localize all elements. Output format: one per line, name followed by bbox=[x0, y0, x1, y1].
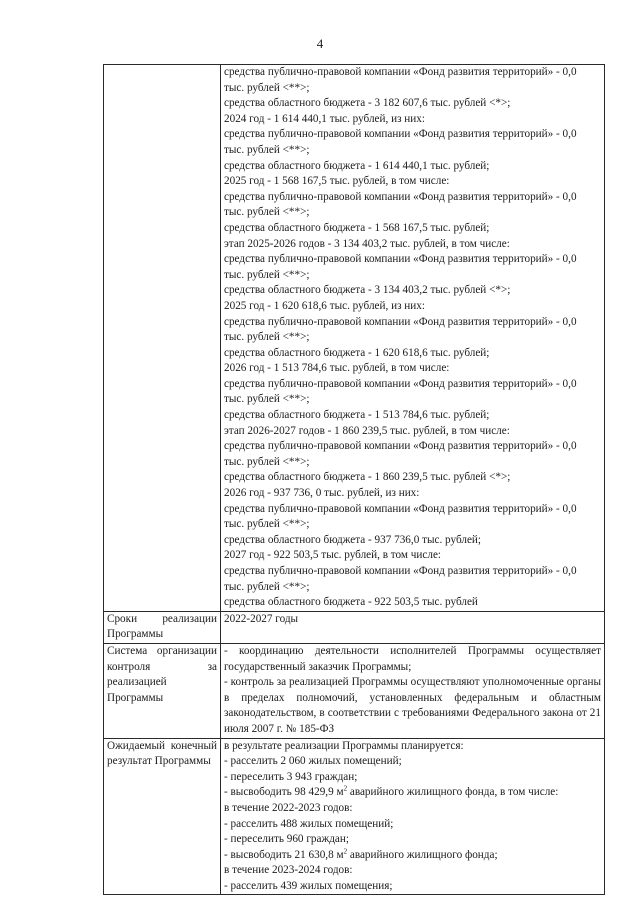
funding-line: средства областного бюджета - 1 568 167,5 тыс. рублей; bbox=[224, 221, 490, 234]
funding-line: средства областного бюджета - 1 620 618,6 тыс. рублей; bbox=[224, 346, 490, 359]
result-relocate-p1: - переселить 960 граждан; bbox=[224, 833, 349, 846]
result-free-total: - высвободить 98 429,9 $м^2$ аварийного жилищного фонда, в том числе: bbox=[224, 784, 559, 799]
page-number: 4 bbox=[316, 36, 324, 51]
funding-line: тыс. рублей <**>; bbox=[224, 518, 310, 531]
control-label: Система организации контроля за реализацией Программы bbox=[107, 644, 217, 704]
funding-line: средства публично-правовой компании «Фонд развития территорий» - 0,0 bbox=[224, 253, 577, 266]
result-resettle-p1: - расселить 488 жилых помещений; bbox=[224, 817, 394, 830]
program-passport-table bbox=[103, 64, 605, 895]
control-item-coordination: - координацию деятельности исполнителей Программы осуществляет государственный заказчик Программы; bbox=[224, 644, 601, 673]
funding-line: средства областного бюджета - 922 503,5 тыс. рублей bbox=[224, 596, 478, 609]
funding-line: 2025 год - 1 620 618,6 тыс. рублей, из них: bbox=[224, 299, 425, 312]
funding-line: средства публично-правовой компании «Фонд развития территорий» - 0,0 bbox=[224, 315, 577, 328]
funding-line: средства областного бюджета - 937 736,0 тыс. рублей; bbox=[224, 533, 482, 546]
funding-line: средства областного бюджета - 1 614 440,1 тыс. рублей; bbox=[224, 159, 490, 172]
funding-line: средства областного бюджета - 3 182 607,6 тыс. рублей <*>; bbox=[224, 97, 511, 110]
deadline-row bbox=[104, 611, 605, 643]
result-period-2023-2024: в течение 2023-2024 годов: bbox=[224, 864, 353, 877]
funding-line: средства публично-правовой компании «Фонд развития территорий» - 0,0 bbox=[224, 66, 577, 78]
funding-line: 2026 год - 937 736, 0 тыс. рублей, из них: bbox=[224, 487, 420, 500]
funding-line: средства публично-правовой компании «Фонд развития территорий» - 0,0 bbox=[224, 502, 577, 515]
funding-content-cell bbox=[221, 65, 605, 612]
result-resettle-p2: - расселить 439 жилых помещения; bbox=[224, 879, 393, 892]
funding-label-cell bbox=[104, 65, 221, 612]
funding-line: тыс. рублей <**>; bbox=[224, 331, 310, 344]
control-item-monitoring: - контроль за реализацией Программы осуществляют уполномоченные органы в пределах полномочий, установленных федеральным и областным законодательством, в соответствии с требованиями Федерального закона от 21 июля 2007 г. № 185-ФЗ bbox=[224, 676, 601, 735]
result-intro: в результате реализации Программы планируется: bbox=[224, 739, 464, 752]
funding-line: средства публично-правовой компании «Фонд развития территорий» - 0,0 bbox=[224, 377, 577, 390]
funding-line: средства публично-правовой компании «Фонд развития территорий» - 0,0 bbox=[224, 440, 577, 453]
funding-line: 2026 год - 1 513 784,6 тыс. рублей, в том числе: bbox=[224, 362, 450, 375]
result-relocate-total: - переселить 3 943 граждан; bbox=[224, 770, 358, 783]
funding-line: 2024 год - 1 614 440,1 тыс. рублей, из них: bbox=[224, 112, 425, 125]
funding-line: тыс. рублей <**>; bbox=[224, 81, 310, 94]
control-label-cell bbox=[104, 643, 221, 738]
funding-line: тыс. рублей <**>; bbox=[224, 143, 310, 156]
control-content-cell bbox=[221, 643, 605, 738]
control-row bbox=[104, 643, 605, 738]
deadline-value-cell bbox=[221, 611, 605, 643]
funding-line: тыс. рублей <**>; bbox=[224, 393, 310, 406]
result-period-2022-2023: в течение 2022-2023 годов: bbox=[224, 801, 353, 814]
funding-line: тыс. рублей <**>; bbox=[224, 455, 310, 468]
funding-line: средства публично-правовой компании «Фонд развития территорий» - 0,0 bbox=[224, 565, 577, 577]
result-row bbox=[104, 738, 605, 895]
result-label-cell bbox=[104, 738, 221, 895]
funding-line: тыс. рублей <**>; bbox=[224, 206, 310, 219]
deadline-label-cell bbox=[104, 611, 221, 643]
funding-line: этап 2025-2026 годов - 3 134 403,2 тыс. рублей, в том числе: bbox=[224, 237, 510, 250]
deadline-label: Сроки реализации Программы bbox=[107, 612, 217, 641]
result-label: Ожидаемый конечный результат Программы bbox=[107, 739, 217, 768]
deadline-value: 2022-2027 годы bbox=[224, 612, 299, 625]
funding-line: 2027 год - 922 503,5 тыс. рублей, в том числе: bbox=[224, 549, 442, 562]
funding-line: средства областного бюджета - 3 134 403,2 тыс. рублей <*>; bbox=[224, 284, 511, 297]
funding-line: этап 2026-2027 годов - 1 860 239,5 тыс. рублей, в том числе: bbox=[224, 424, 510, 437]
funding-line: средства областного бюджета - 1 513 784,6 тыс. рублей; bbox=[224, 409, 490, 422]
funding-line: тыс. рублей <**>; bbox=[224, 580, 310, 593]
funding-line: тыс. рублей <**>; bbox=[224, 268, 310, 281]
funding-line: средства публично-правовой компании «Фонд развития территорий» - 0,0 bbox=[224, 128, 577, 141]
funding-line: средства публично-правовой компании «Фонд развития территорий» - 0,0 bbox=[224, 190, 577, 203]
funding-line: средства областного бюджета - 1 860 239,5 тыс. рублей <*>; bbox=[224, 471, 511, 484]
funding-row bbox=[104, 65, 605, 612]
result-content-cell bbox=[221, 738, 605, 895]
funding-line: 2025 год - 1 568 167,5 тыс. рублей, в том числе: bbox=[224, 175, 450, 188]
result-resettle-total: - расселить 2 060 жилых помещений; bbox=[224, 755, 402, 768]
result-free-p1: - высвободить 21 630,8 $м^2$ аварийного жилищного фонда; bbox=[224, 846, 498, 861]
